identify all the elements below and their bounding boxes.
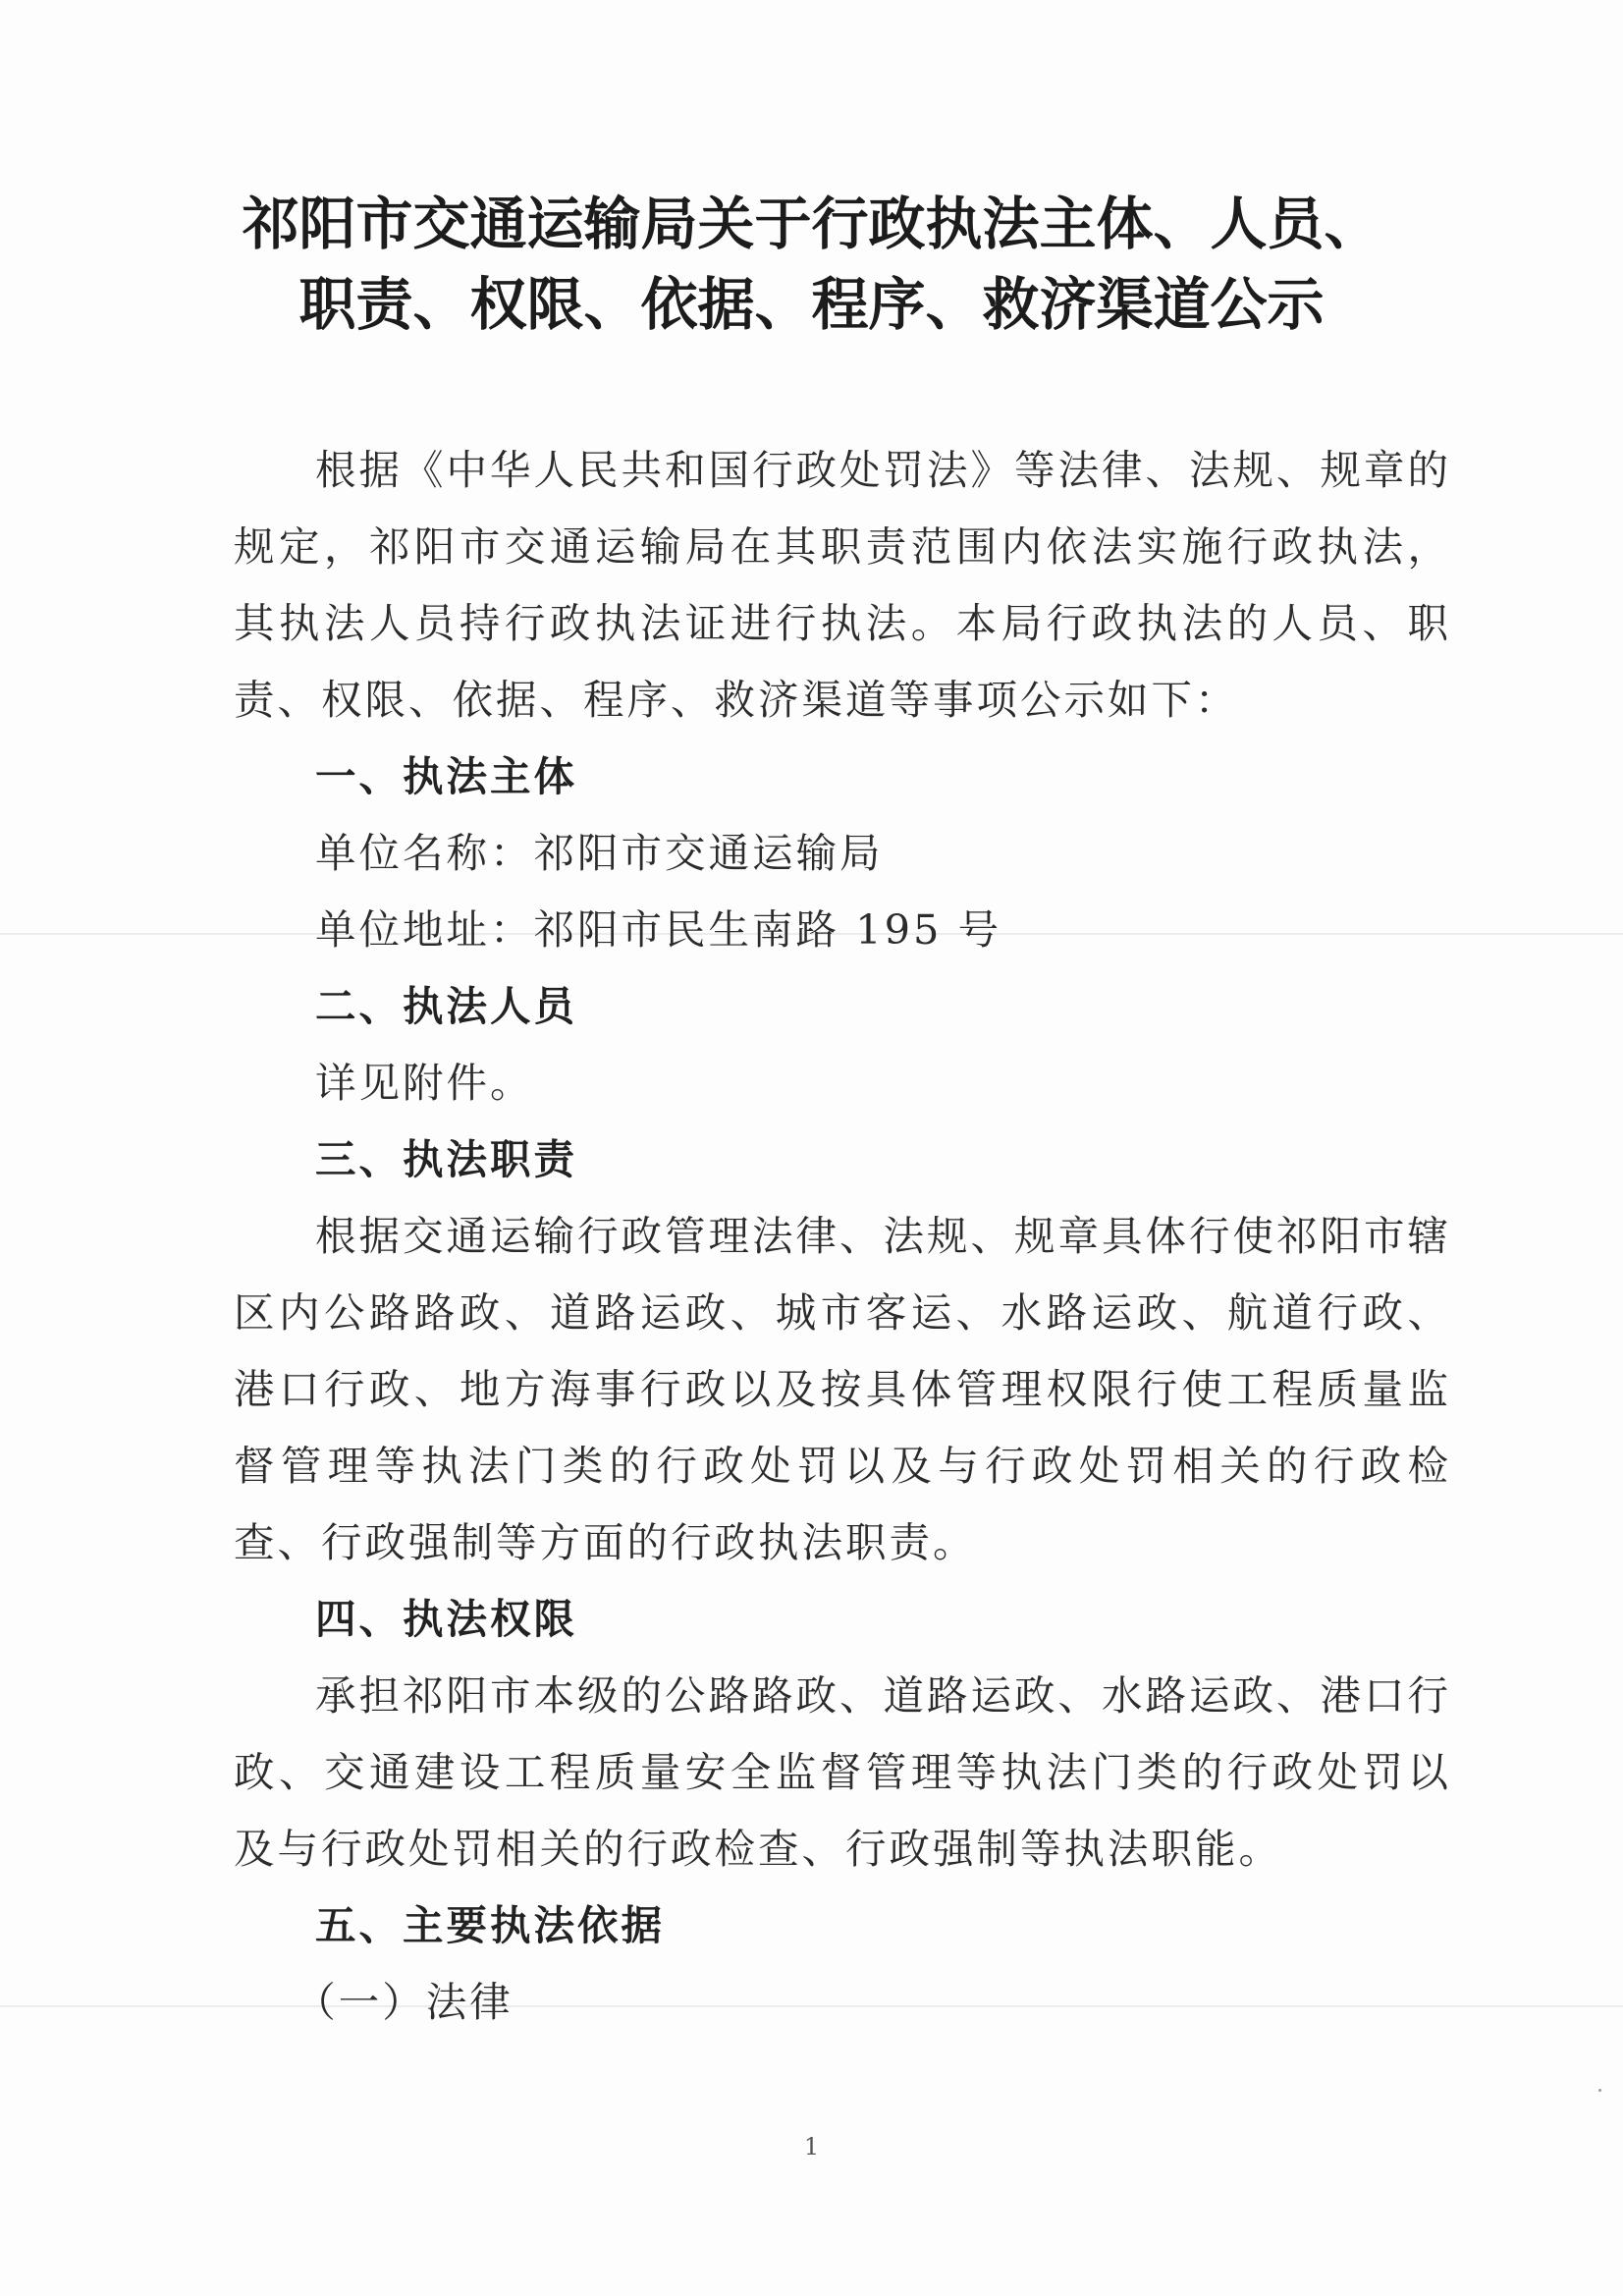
unit-address: 单位地址：祁阳市民生南路 195 号 [315,905,1002,954]
personnel-content: 详见附件。 [315,1059,534,1107]
document-title-line-2: 职责、权限、依据、程序、救济渠道公示 [298,271,1325,338]
section-heading-enforcement-authority: 四、执法权限 [315,1595,578,1643]
unit-name: 单位名称：祁阳市交通运输局 [315,829,884,877]
duties-content: 根据交通运输行政管理法律、法规、规章具体行使祁阳市辖区内公路路政、道路运政、城市客运、水路运政、航道行政、港口行政、地方海事行政以及按具体管理权限行使工程质量监督管理等执法门类的行政处罚以及与行政处罚相关的行政检查、行政强制等方面的行政执法职责。 [234,1212,1452,1566]
section-heading-enforcement-personnel: 二、执法人员 [315,982,578,1030]
intro-paragraph: 根据《中华人民共和国行政处罚法》等法律、法规、规章的规定，祁阳市交通运输局在其职责范围内依法实施行政执法，其执法人员持行政执法证进行执法。本局行政执法的人员、职责、权限、依据、程序、救济渠道等事项公示如下： [234,446,1452,724]
section-heading-legal-basis: 五、主要执法依据 [315,1901,666,1949]
document-title-line-1: 祁阳市交通运输局关于行政执法主体、人员、 [242,191,1381,257]
section-heading-enforcement-subject: 一、执法主体 [315,752,578,800]
legal-basis-subheading-laws: （一）法律 [295,1978,514,2026]
document-body [234,432,1451,2041]
authority-content: 承担祁阳市本级的公路路政、道路运政、水路运政、港口行政、交通建设工程质量安全监督管理等执法门类的行政处罚以及与行政处罚相关的行政检查、行政强制等执法职能。 [234,1671,1452,1873]
section-heading-enforcement-duties: 三、执法职责 [315,1135,578,1183]
page-number: 1 [803,2133,820,2160]
scan-speck [1598,2089,1601,2092]
